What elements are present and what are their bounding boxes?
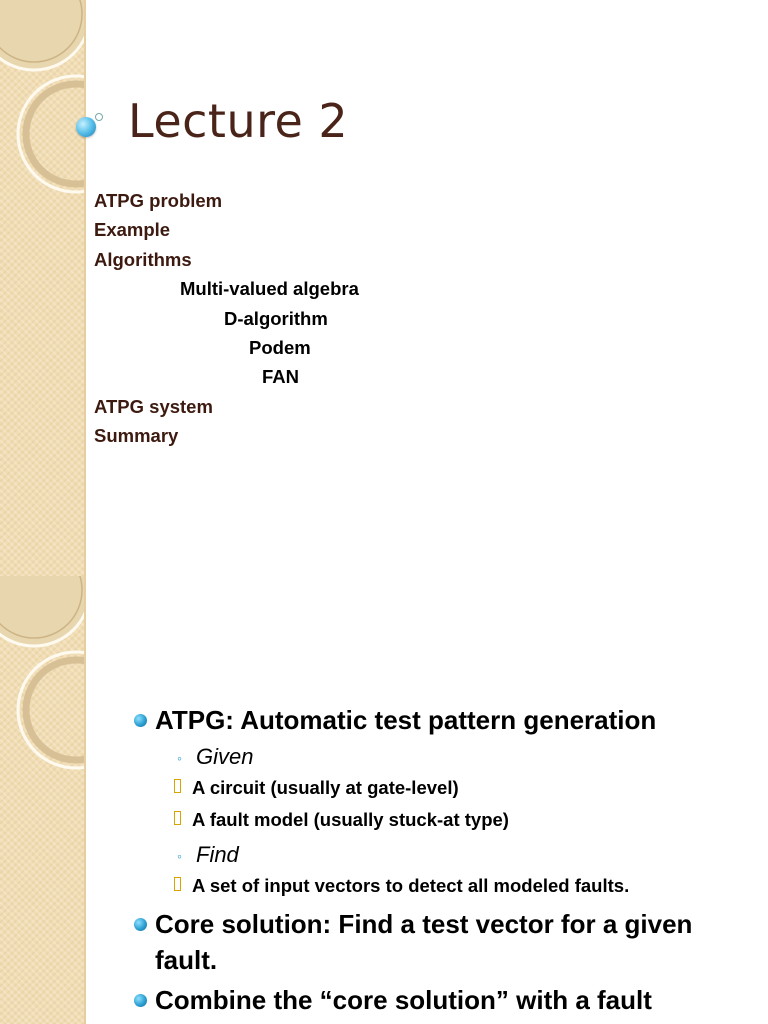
bullet-text: Combine the “core solution” with a fault [155, 985, 652, 1015]
circle-bullet-icon: ◦ [177, 848, 182, 864]
detail-item [172, 870, 754, 902]
agenda-subitem: Podem [249, 337, 311, 359]
square-bullet-icon [174, 779, 181, 793]
sub-bullet-given [175, 742, 754, 772]
sub-bullet-find [175, 840, 754, 870]
circle-bullet-icon: ◦ [177, 750, 182, 766]
agenda-list [94, 186, 359, 451]
detail-text: A set of input vectors to detect all modeled faults. [192, 875, 630, 896]
sub-bullet-text: Find [196, 842, 239, 867]
agenda-subitem: FAN [262, 366, 299, 388]
slide-atpg-definition [0, 576, 768, 1024]
sub-bullet-text: Given [196, 744, 254, 769]
sphere-bullet-icon [134, 918, 147, 931]
detail-item [172, 772, 754, 804]
agenda-subitem: D-algorithm [224, 307, 328, 329]
detail-text: A circuit (usually at gate-level) [192, 777, 459, 798]
slide-title: Lecture 2 [128, 94, 349, 148]
sphere-bullet-icon [134, 994, 147, 1007]
detail-item [172, 804, 754, 836]
bullet-list [134, 702, 754, 1018]
ring-decoration-icon [0, 576, 84, 1024]
bullet-text: ATPG: Automatic test pattern generation [155, 705, 657, 735]
decorative-sidebar [0, 0, 86, 576]
square-bullet-icon [174, 877, 181, 891]
bullet-text: Core solution: Find a test vector for a given fault. [155, 909, 693, 975]
agenda-item: Algorithms [94, 248, 192, 270]
bullet-item [134, 906, 754, 978]
bullet-item [134, 702, 754, 902]
agenda-item: Summary [94, 425, 179, 447]
agenda-subitem: Multi-valued algebra [180, 278, 359, 300]
bullet-item [134, 982, 754, 1018]
sphere-bullet-icon [134, 714, 147, 727]
agenda-item: ATPG problem [94, 190, 223, 211]
agenda-item: Example [94, 219, 171, 241]
agenda-item: ATPG system [94, 395, 213, 417]
title-bullet-icon [76, 117, 96, 137]
ring-decoration-icon [0, 0, 84, 576]
title-ring-icon [95, 113, 103, 121]
decorative-sidebar [0, 576, 86, 1024]
detail-text: A fault model (usually stuck-at type) [192, 809, 509, 830]
square-bullet-icon [174, 811, 181, 825]
